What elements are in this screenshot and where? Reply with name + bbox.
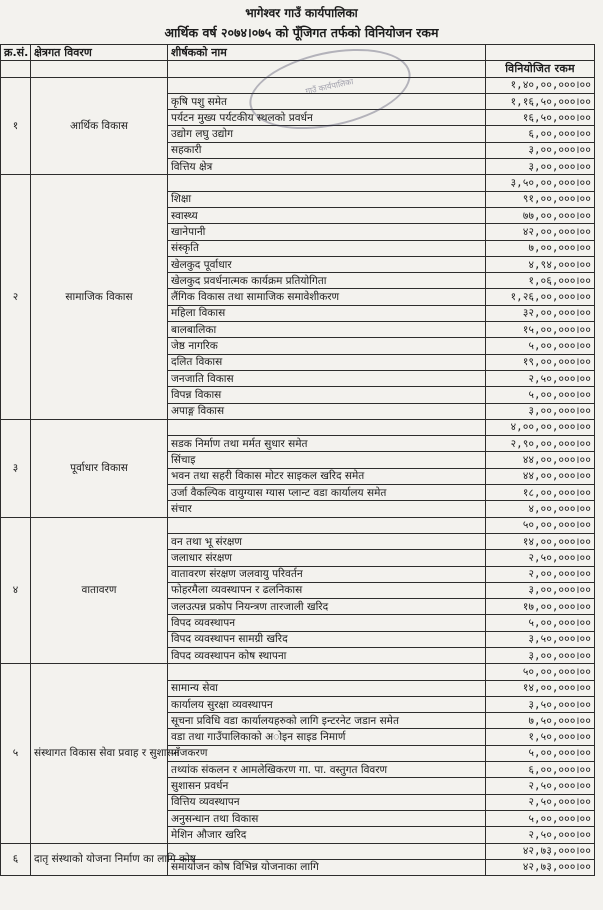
item-name: तथ्यांक संकलन र आमलेखिकरण गा. पा. वस्तुगत विवरण bbox=[168, 762, 486, 778]
item-name: वातावरण संरक्षण जलवायु परिवर्तन bbox=[168, 566, 486, 582]
item-amount: ३,००,०००।०० bbox=[486, 647, 595, 663]
item-name: संस्कृति bbox=[168, 240, 486, 256]
table-subheader-row bbox=[1, 61, 595, 77]
section-total-row bbox=[1, 517, 595, 533]
item-name: सामान्य सेवा bbox=[168, 680, 486, 696]
header-sector-blank bbox=[31, 61, 168, 77]
item-name: दलित विकास bbox=[168, 354, 486, 370]
item-amount: २,५०,०००।०० bbox=[486, 550, 595, 566]
section-total-amount: ४२,७३,०००।०० bbox=[486, 843, 595, 859]
section-name: सामाजिक विकास bbox=[31, 175, 168, 419]
item-amount: ४२,००,०००।०० bbox=[486, 224, 595, 240]
header-item-blank bbox=[168, 61, 486, 77]
item-amount: १६,५०,०००।०० bbox=[486, 110, 595, 126]
header-sn-blank bbox=[1, 61, 31, 77]
section-total-amount: ३,५०,००,०००।०० bbox=[486, 175, 595, 191]
item-amount: ५,००,०००।०० bbox=[486, 810, 595, 826]
item-name: खेलकुद प्रवर्धनात्मक कार्यक्रम प्रतियोगिता bbox=[168, 273, 486, 289]
item-amount: ३,००,०००।०० bbox=[486, 403, 595, 419]
item-amount: २,५०,०००।०० bbox=[486, 778, 595, 794]
budget-table bbox=[0, 44, 595, 876]
section-total-amount: ५०,००,०००।०० bbox=[486, 517, 595, 533]
item-name: अपाङ्ग विकास bbox=[168, 403, 486, 419]
item-amount: ७७,००,०००।०० bbox=[486, 207, 595, 223]
item-name: पर्यटन मुख्य पर्यटकीय स्थलको प्रवर्धन bbox=[168, 110, 486, 126]
item-name: वन तथा भू संरक्षण bbox=[168, 533, 486, 549]
item-name: बालबालिका bbox=[168, 322, 486, 338]
item-amount: २,५०,०००।०० bbox=[486, 827, 595, 843]
item-amount: ४२,७३,०००।०० bbox=[486, 859, 595, 875]
header-item: शीर्षकको नाम bbox=[168, 45, 486, 61]
item-amount: ५,००,०००।०० bbox=[486, 338, 595, 354]
item-amount: ४,९४,०००।०० bbox=[486, 256, 595, 272]
section-total-row bbox=[1, 175, 595, 191]
item-name: सुशासन प्रवर्धन bbox=[168, 778, 486, 794]
section-total-amount: ४,००,००,०००।०० bbox=[486, 419, 595, 435]
item-amount: १४,००,०००।०० bbox=[486, 533, 595, 549]
item-amount: ६,००,०००।०० bbox=[486, 762, 595, 778]
item-amount: १९,००,०००।०० bbox=[486, 354, 595, 370]
section-total-blank bbox=[168, 77, 486, 93]
section-total-blank bbox=[168, 175, 486, 191]
section-total-amount: ५०,००,०००।०० bbox=[486, 664, 595, 680]
section-name: दातृ संस्थाको योजना निर्माण का लागि कोष bbox=[31, 843, 168, 876]
item-name: सहकारी bbox=[168, 142, 486, 158]
item-name: सडक निर्माण तथा मर्मत सुधार समेत bbox=[168, 436, 486, 452]
item-amount: ७,००,०००।०० bbox=[486, 240, 595, 256]
item-name: विपद व्यवस्थापन कोष स्थापना bbox=[168, 647, 486, 663]
section-name: आर्थिक विकास bbox=[31, 77, 168, 175]
section-total-row bbox=[1, 77, 595, 93]
item-amount: ३,००,०००।०० bbox=[486, 142, 595, 158]
item-name: जनजाति विकास bbox=[168, 370, 486, 386]
item-name: लैंगिक विकास तथा सामाजिक समावेशीकरण bbox=[168, 289, 486, 305]
item-name: संचार bbox=[168, 501, 486, 517]
item-amount: ३,५०,०००।०० bbox=[486, 696, 595, 712]
section-name: वातावरण bbox=[31, 517, 168, 664]
section-total-row bbox=[1, 843, 595, 859]
section-total-amount: १,४०,००,०००।०० bbox=[486, 77, 595, 93]
item-name: वित्तिय क्षेत्र bbox=[168, 159, 486, 175]
item-name: वित्तिय व्यवस्थापन bbox=[168, 794, 486, 810]
item-name: विपन्न विकास bbox=[168, 387, 486, 403]
table-header-row bbox=[1, 45, 595, 61]
section-number: ३ bbox=[1, 419, 31, 517]
item-name: जेष्ठ नागरिक bbox=[168, 338, 486, 354]
item-name: खेलकुद पूर्वाधार bbox=[168, 256, 486, 272]
document-title: आर्थिक वर्ष २०७४।०७५ को पूँजिगत तर्फको विनियोजन रकम bbox=[164, 25, 439, 40]
header-amount: विनियोजित रकम bbox=[486, 61, 595, 77]
item-amount: २,००,०००।०० bbox=[486, 566, 595, 582]
item-name: उर्जा वैकल्पिक वायुग्यास ग्यास प्लान्ट वडा कार्यालय समेत bbox=[168, 485, 486, 501]
section-number: १ bbox=[1, 77, 31, 175]
item-amount: ४,००,०००।०० bbox=[486, 501, 595, 517]
item-amount: १५,००,०००।०० bbox=[486, 322, 595, 338]
section-total-row bbox=[1, 419, 595, 435]
item-amount: ५,००,०००।०० bbox=[486, 745, 595, 761]
section-total-blank bbox=[168, 419, 486, 435]
item-name: मेशिन औजार खरिद bbox=[168, 827, 486, 843]
item-amount: १,१६,५०,०००।०० bbox=[486, 93, 595, 109]
item-name: स्वास्थ्य bbox=[168, 207, 486, 223]
item-name: जलाधार संरक्षण bbox=[168, 550, 486, 566]
item-name: वडा तथा गाउँपालिकाको अोइन साइड निमार्ण bbox=[168, 729, 486, 745]
item-amount: २,९०,००,०००।०० bbox=[486, 436, 595, 452]
item-amount: १,५०,०००।०० bbox=[486, 729, 595, 745]
item-amount: १८,००,०००।०० bbox=[486, 485, 595, 501]
item-name: महिला विकास bbox=[168, 305, 486, 321]
section-number: ४ bbox=[1, 517, 31, 664]
item-name: पाँजकरण bbox=[168, 745, 486, 761]
item-amount: १४,००,०००।०० bbox=[486, 680, 595, 696]
section-total-row bbox=[1, 664, 595, 680]
section-name: पूर्वाधार विकास bbox=[31, 419, 168, 517]
item-name: जलउत्पन्न प्रकोप नियन्त्रण तारजाली खरिद bbox=[168, 599, 486, 615]
item-name: समायोजन कोष विभिन्न योजनाका लागि bbox=[168, 859, 486, 875]
item-amount: ३२,००,०००।०० bbox=[486, 305, 595, 321]
section-total-blank bbox=[168, 517, 486, 533]
item-amount: ९१,००,०००।०० bbox=[486, 191, 595, 207]
section-number: ५ bbox=[1, 664, 31, 843]
item-amount: १७,००,०००।०० bbox=[486, 599, 595, 615]
section-number: ६ bbox=[1, 843, 31, 876]
item-amount: ७,५०,०००।०० bbox=[486, 713, 595, 729]
item-amount: १,०६,०००।०० bbox=[486, 273, 595, 289]
item-name: खानेपानी bbox=[168, 224, 486, 240]
item-amount: ४४,००,०००।०० bbox=[486, 452, 595, 468]
header-sector: क्षेत्रगत विवरण bbox=[31, 45, 168, 61]
item-name: फोहरमैला व्यवस्थापन र ढलनिकास bbox=[168, 582, 486, 598]
item-name: सूचना प्रविधि वडा कार्यालयहरुको लागि इन्टरनेट जडान समेत bbox=[168, 713, 486, 729]
item-name: उद्योग लघु उद्योग bbox=[168, 126, 486, 142]
item-amount: ६,००,०००।०० bbox=[486, 126, 595, 142]
item-amount: ३,५०,०००।०० bbox=[486, 631, 595, 647]
header-sn: क्र.सं. bbox=[1, 45, 31, 61]
item-amount: ४४,००,०००।०० bbox=[486, 468, 595, 484]
item-name: अनुसन्धान तथा विकास bbox=[168, 810, 486, 826]
item-amount: ५,००,०००।०० bbox=[486, 615, 595, 631]
item-name: विपद व्यवस्थापन bbox=[168, 615, 486, 631]
item-amount: १,२६,००,०००।०० bbox=[486, 289, 595, 305]
section-total-blank bbox=[168, 843, 486, 859]
item-amount: ५,००,०००।०० bbox=[486, 387, 595, 403]
item-amount: २,५०,०००।०० bbox=[486, 794, 595, 810]
section-number: २ bbox=[1, 175, 31, 419]
item-name: कृषि पशु समेत bbox=[168, 93, 486, 109]
item-name: कार्यालय सुरक्षा व्यवस्थापन bbox=[168, 696, 486, 712]
header-amount-blank bbox=[486, 45, 595, 61]
section-name: संस्थागत विकास सेवा प्रवाह र सुशासन bbox=[31, 664, 168, 843]
item-name: सिंचाइ bbox=[168, 452, 486, 468]
item-name: भवन तथा सहरी विकास मोटर साइकल खरिद समेत bbox=[168, 468, 486, 484]
section-total-blank bbox=[168, 664, 486, 680]
item-name: शिक्षा bbox=[168, 191, 486, 207]
office-name: भागेश्वर गाउँ कार्यपालिका bbox=[245, 6, 358, 20]
item-amount: ३,००,०००।०० bbox=[486, 159, 595, 175]
item-name: विपद व्यवस्थापन सामग्री खरिद bbox=[168, 631, 486, 647]
item-amount: ३,००,०००।०० bbox=[486, 582, 595, 598]
item-amount: २,५०,०००।०० bbox=[486, 370, 595, 386]
office-stamp: गाउँ कार्यपालिका bbox=[242, 36, 418, 142]
